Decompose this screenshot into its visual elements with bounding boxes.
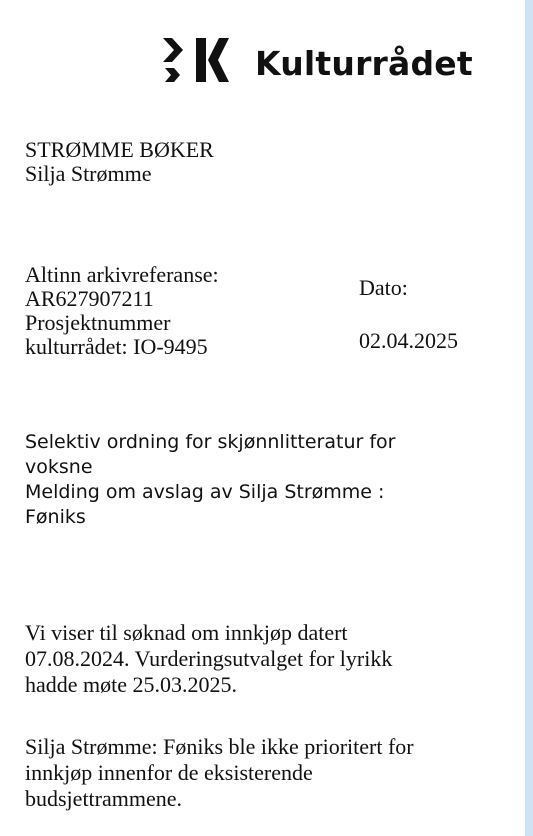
altinn-value: AR627907211 [25, 286, 154, 311]
date-label: Dato: [359, 275, 408, 300]
altinn-label: Altinn arkivreferanse: [25, 262, 219, 287]
kulturradet-logo-icon [163, 34, 237, 86]
paragraph-line: Silja Strømme: Føniks ble ikke prioritert for [25, 734, 414, 759]
paragraph-line: hadde møte 25.03.2025. [25, 672, 238, 697]
sender-company: STRØMME BØKER [25, 137, 214, 162]
paragraph-line: budsjettrammene. [25, 786, 183, 811]
sender-person: Silja Strømme [25, 161, 152, 186]
scroll-edge [525, 0, 533, 836]
subject-line: voksne [25, 456, 93, 478]
subject-line: Selektiv ordning for skjønnlitteratur for [25, 431, 396, 453]
project-label: Prosjektnummer [25, 310, 171, 335]
body-paragraph [25, 620, 505, 698]
paragraph-line: Vi viser til søknad om innkjøp datert [25, 620, 348, 645]
subject-line: Melding om avslag av Silja Strømme : [25, 481, 385, 503]
project-value: kulturrådet: IO-9495 [25, 334, 208, 359]
date-value: 02.04.2025 [359, 328, 458, 353]
subject-heading [25, 430, 495, 530]
paragraph-line: 07.08.2024. Vurderingsutvalget for lyrikk [25, 646, 393, 671]
logo-wordmark: Kulturrådet [255, 43, 473, 83]
body-paragraph [25, 734, 505, 812]
subject-line: Føniks [25, 506, 86, 528]
kulturradet-logo [163, 34, 473, 86]
sender-block [25, 138, 214, 186]
reference-block [25, 263, 219, 359]
paragraph-line: innkjøp innenfor de eksisterende [25, 760, 313, 785]
